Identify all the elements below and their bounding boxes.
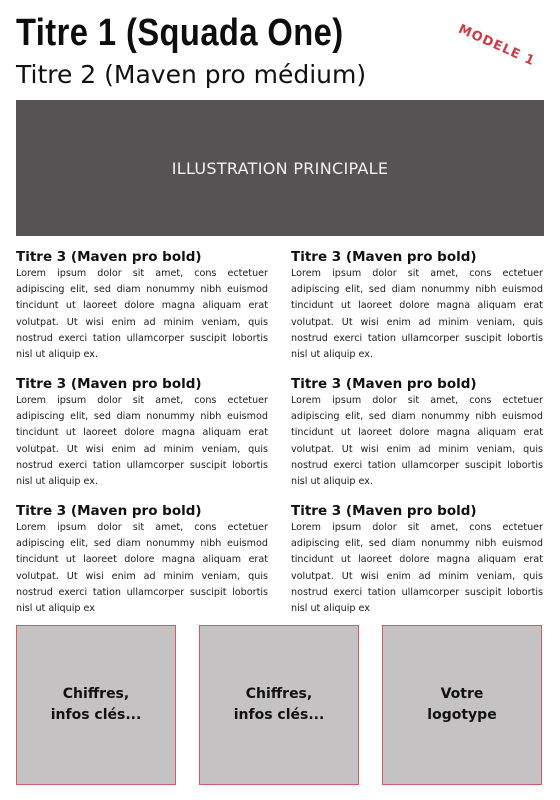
article-block xyxy=(291,248,543,363)
article-block xyxy=(16,375,268,490)
key-figures-box xyxy=(16,625,176,785)
article-title: Titre 3 (Maven pro bold) xyxy=(291,249,477,265)
article-block xyxy=(16,502,268,617)
page-subtitle: Titre 2 (Maven pro médium) xyxy=(16,60,367,89)
article-body: Lorem ipsum dolor sit amet, cons ectetuer adipiscing elit, sed diam nonummy nibh euismod tincidunt ut laoreet dolore magna aliquam erat volutpat. Ut wisi enim ad minim veniam, quis nostrud exerci tation ullamcorper suscipit lobortis nisl ut aliquip ex. xyxy=(291,395,543,488)
article-body: Lorem ipsum dolor sit amet, cons ectetuer adipiscing elit, sed diam nonummy nibh euismod tincidunt ut laoreet dolore magna aliquam erat volutpat. Ut wisi enim ad minim veniam, quis nostrud exerci tation ullamcorper suscipit lobortis nisl ut aliquip ex xyxy=(16,522,268,615)
article-title: Titre 3 (Maven pro bold) xyxy=(16,376,202,392)
article-title: Titre 3 (Maven pro bold) xyxy=(291,503,477,519)
article-body: Lorem ipsum dolor sit amet, cons ectetuer adipiscing elit, sed diam nonummy nibh euismod tincidunt ut laoreet dolore magna aliquam erat volutpat. Ut wisi enim ad minim veniam, quis nostrud exerci tation ullamcorper suscipit lobortis nisl ut aliquip ex xyxy=(291,522,543,615)
page-title: Titre 1 (Squada One) xyxy=(16,12,344,54)
main-illustration-label: ILLUSTRATION PRINCIPALE xyxy=(171,158,389,178)
article-block xyxy=(16,248,268,363)
key-figures-box xyxy=(199,625,359,785)
logo-placeholder-box xyxy=(382,625,542,785)
logo-placeholder-label: Votre logotype xyxy=(427,686,497,723)
article-title: Titre 3 (Maven pro bold) xyxy=(16,503,202,519)
key-figures-label: Chiffres, infos clés... xyxy=(233,686,325,723)
article-body: Lorem ipsum dolor sit amet, cons ectetuer adipiscing elit, sed diam nonummy nibh euismod tincidunt ut laoreet dolore magna aliquam erat volutpat. Ut wisi enim ad minim veniam, quis nostrud exerci tation ullamcorper suscipit lobortis nisl ut aliquip ex. xyxy=(291,268,543,361)
model-badge: MODELE 1 xyxy=(455,22,538,70)
article-body: Lorem ipsum dolor sit amet, cons ectetuer adipiscing elit, sed diam nonummy nibh euismod tincidunt ut laoreet dolore magna aliquam erat volutpat. Ut wisi enim ad minim veniam, quis nostrud exerci tation ullamcorper suscipit lobortis nisl ut aliquip ex. xyxy=(16,268,268,361)
article-body: Lorem ipsum dolor sit amet, cons ectetuer adipiscing elit, sed diam nonummy nibh euismod tincidunt ut laoreet dolore magna aliquam erat volutpat. Ut wisi enim ad minim veniam, quis nostrud exerci tation ullamcorper suscipit lobortis nisl ut aliquip ex. xyxy=(16,395,268,488)
article-title: Titre 3 (Maven pro bold) xyxy=(16,249,202,265)
article-block xyxy=(291,375,543,490)
key-figures-label: Chiffres, infos clés... xyxy=(50,686,142,723)
article-block xyxy=(291,502,543,617)
article-title: Titre 3 (Maven pro bold) xyxy=(291,376,477,392)
main-illustration xyxy=(16,100,544,236)
